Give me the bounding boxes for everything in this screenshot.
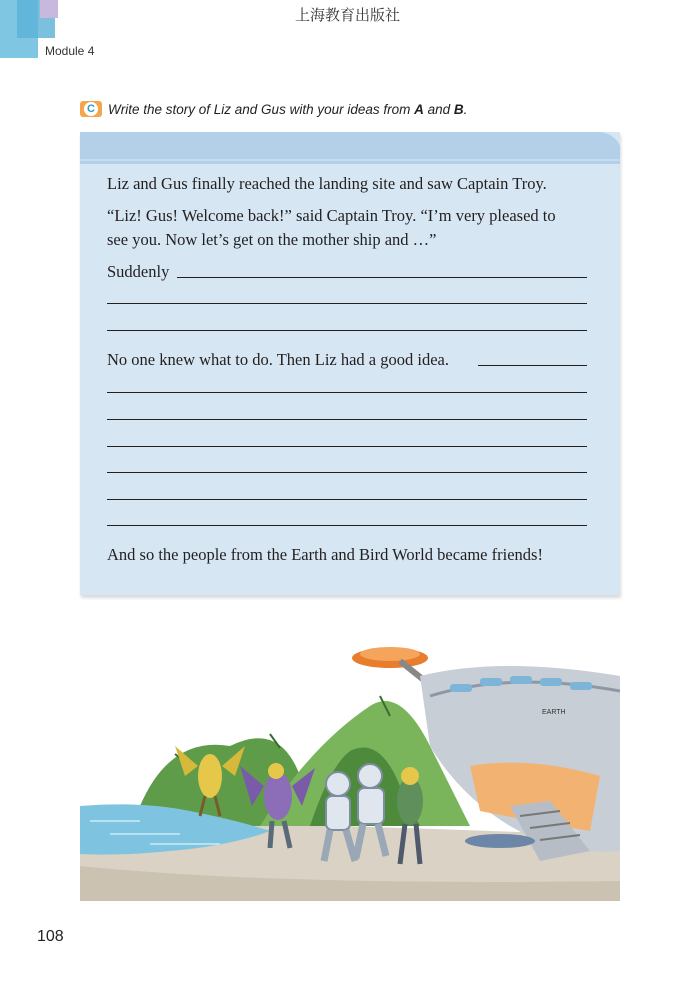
page-number: 108 bbox=[37, 928, 64, 945]
writing-line[interactable] bbox=[107, 446, 587, 447]
story-paragraph-3: No one knew what to do. Then Liz had a good idea. bbox=[107, 350, 449, 369]
ship-label: EARTH bbox=[542, 709, 566, 716]
publisher-header: 上海教育出版社 bbox=[294, 6, 400, 24]
story-illustration bbox=[80, 636, 620, 901]
section-c-heading bbox=[80, 101, 467, 117]
writing-line[interactable] bbox=[107, 392, 587, 393]
story-paragraph-2-line-2: see you. Now let’s get on the mother ship and …” bbox=[107, 230, 437, 249]
writing-line[interactable] bbox=[107, 330, 587, 331]
writing-line[interactable] bbox=[107, 499, 587, 500]
instruction-text: Write the story of Liz and Gus with your ideas from A and B. bbox=[108, 101, 468, 117]
story-paragraph-2-line-1: “Liz! Gus! Welcome back!” said Captain Troy. “I’m very pleased to bbox=[107, 206, 556, 225]
section-badge: C bbox=[80, 101, 102, 117]
panel-header-band bbox=[80, 132, 620, 164]
writing-line[interactable] bbox=[478, 365, 587, 366]
story-paragraph-1: Liz and Gus finally reached the landing site and saw Captain Troy. bbox=[107, 174, 547, 193]
writing-line[interactable] bbox=[107, 419, 587, 420]
suddenly-prompt: Suddenly bbox=[107, 262, 170, 281]
writing-line[interactable] bbox=[107, 525, 587, 526]
writing-panel bbox=[80, 132, 620, 595]
writing-line[interactable] bbox=[107, 472, 587, 473]
module-label: Module 4 bbox=[45, 44, 95, 58]
story-ending: And so the people from the Earth and Bird World became friends! bbox=[107, 545, 543, 564]
writing-line[interactable] bbox=[177, 277, 587, 278]
writing-line[interactable] bbox=[107, 303, 587, 304]
